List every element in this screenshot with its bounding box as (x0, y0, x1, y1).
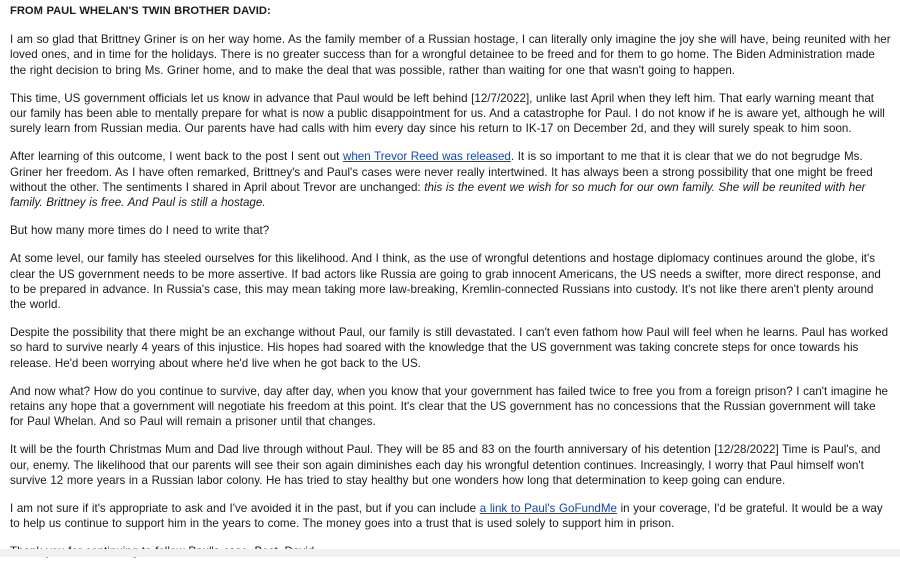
paragraph-2: This time, US government officials let us know in advance that Paul would be left behind [12/7/2022], unlike last April when they left him. That early warning meant that our family has been able to mentally prepare for what is now a public disappointment for us. And a catastrophe for Paul. I do not know if he is aware yet, although he will surely learn from Russian media. Our parents have had calls with him every day since his return to IK-17 on December 2d, and they will surely speak to him soon. (10, 91, 885, 136)
paragraph-3-text-before-link: After learning of this outcome, I went back to the post I sent out (10, 150, 343, 164)
paragraph-8: It will be the fourth Christmas Mum and Dad live through without Paul. They will be 85 and 83 on the fourth anniversary of his detention [12/28/2022] Time is Paul's, and our, enemy. The likelihood that our parents will see their son again diminishes each day his wrongful detention continues. Increasingly, I worry that Paul himself won't survive 12 more years in a Russian labor colony. He has tried to stay healthy but one wonders how long that determination to keep going can endure. (10, 443, 881, 487)
paragraph-4: But how many more times do I need to write that? (10, 224, 270, 238)
letter-body (10, 4, 892, 573)
paragraph-3-text-after-link: . It is so important to me that it is clear that we do not begrudge Ms. Griner her freedom. As I have often remarked, Brittney's and Paul's cases were never really intertwined. It has always been a strong possibility that one might be freed without the other. The sentiments I shared in April about Trevor are unchanged: (10, 150, 873, 194)
paragraph-9-text-after-link: in your coverage, I'd be grateful. It would be a way to help us continue to support him in the years to come. The money goes into a trust that is used solely to support him in prison. (10, 502, 883, 531)
paragraph-9-text-before-link: I am not sure if it's appropriate to ask and I've avoided it in the past, but if you can include (10, 502, 480, 516)
gofundme-link[interactable]: a link to Paul's GoFundMe (479, 502, 617, 516)
bottom-edge-shade (0, 549, 900, 557)
trevor-reed-release-link[interactable]: when Trevor Reed was released (342, 150, 511, 164)
paragraph-1: I am so glad that Brittney Griner is on her way home. As the family member of a Russian hostage, I can literally only imagine the joy she will have, being reunited with her loved ones, and in time for the holidays. There is no greater success than for a wrongful detainee to be freed and for them to go home. The Biden Administration made the right decision to bring Ms. Griner home, and to make the deal that was possible, rather than waiting for one that wasn't going to happen. (10, 33, 891, 77)
letter-heading: FROM PAUL WHELAN'S TWIN BROTHER DAVID: (10, 5, 271, 17)
paragraph-3 (10, 149, 892, 210)
paragraph-6: Despite the possibility that there might be an exchange without Paul, our family is still devastated. I can't even fathom how Paul will feel when he learns. Paul has worked so hard to survive nearly 4 years of this injustice. His hopes had soared with the knowledge that the US government was taking concrete steps for once towards his release. He'd been worrying about where he'd live when he got back to the US. (10, 326, 889, 370)
paragraph-3-italic-quote: this is the event we wish for so much for our own family. She will be reunited with her family. Brittney is free. And Paul is still a hostage. (10, 180, 866, 210)
paragraph-9 (10, 501, 892, 531)
paragraph-7: And now what? How do you continue to survive, day after day, when you know that your government has failed twice to free you from a foreign prison? I can't imagine he retains any hope that a government will negotiate his freedom at this point. It's clear that the US government has no concessions that the Russian government will take for Paul Whelan. And so Paul will remain a prisoner until that changes. (10, 384, 888, 429)
paragraph-5: At some level, our family has steeled ourselves for this likelihood. And I think, as the use of wrongful detentions and hostage diplomacy continues around the globe, it's clear the US government needs to be more assertive. If bad actors like Russia are going to grab innocent Americans, the US needs a swifter, more direct response, and to be prepared in advance. In Russia's case, this may mean taking more law-breaking, Kremlin-connected Russians into custody. It's not like there aren't plenty around the world. (10, 252, 881, 312)
